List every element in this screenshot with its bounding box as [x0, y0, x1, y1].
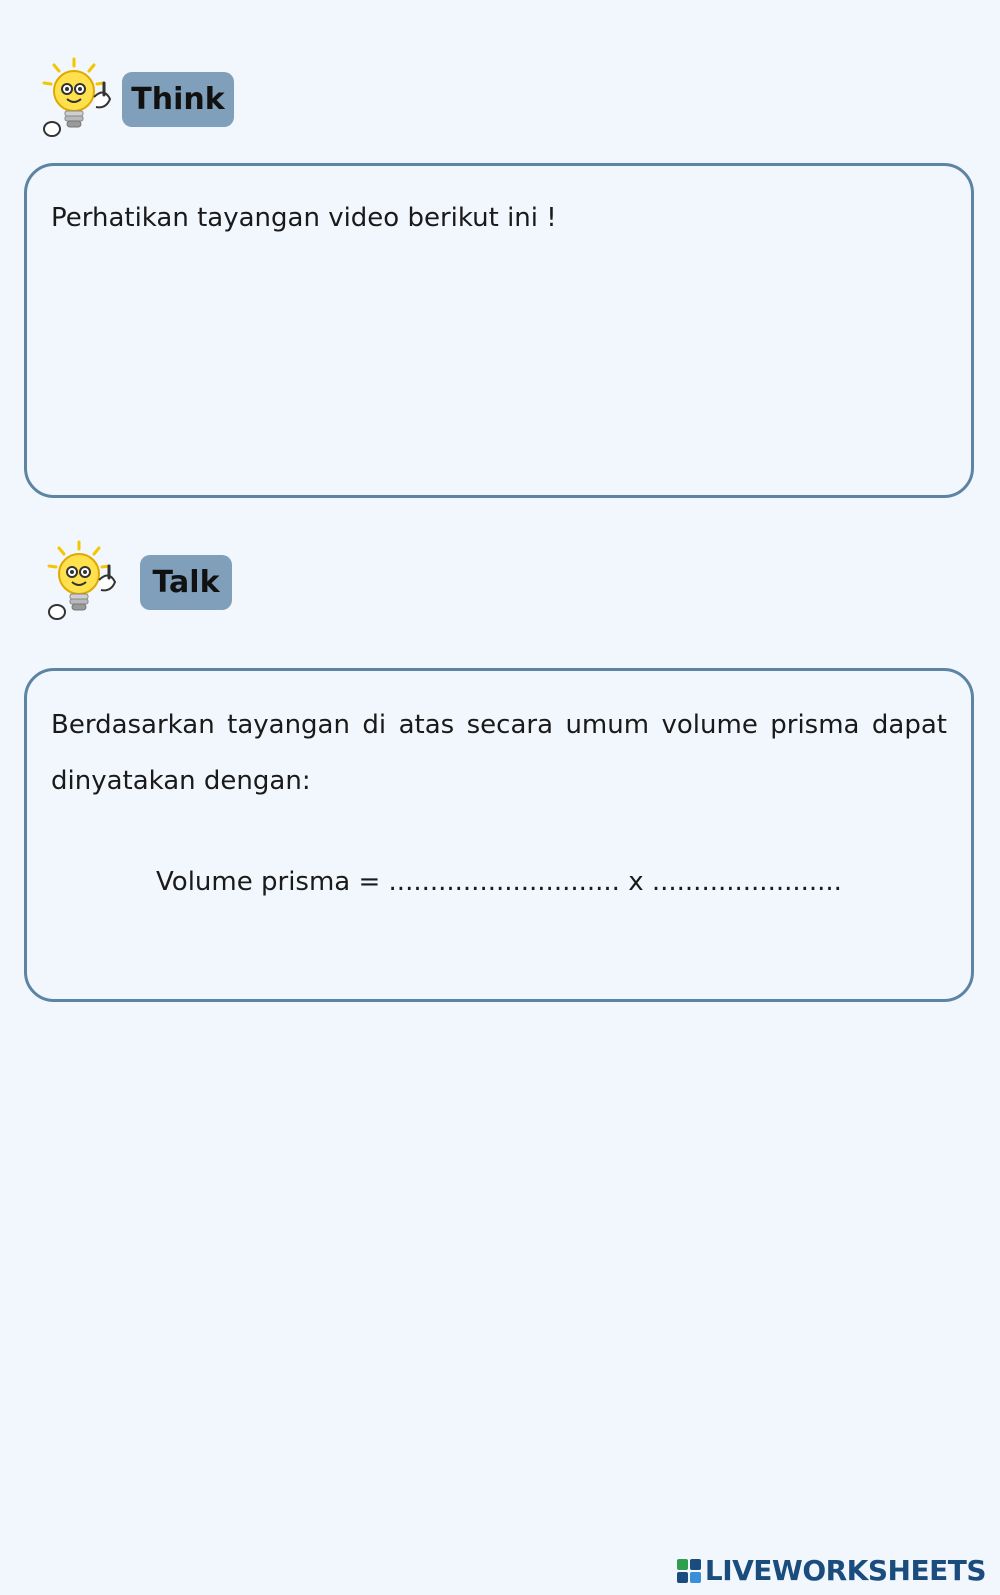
think-box: [24, 163, 974, 498]
lightbulb-mascot-icon: [40, 57, 120, 143]
lightbulb-mascot-icon: [45, 540, 125, 626]
talk-instruction: Berdasarkan tayangan di atas secara umum volume prisma dapat dinyatakan dengan:: [51, 710, 947, 796]
think-instruction: Perhatikan tayangan video berikut ini !: [51, 203, 557, 233]
brand-name: LIVEWORKSHEETS: [704, 1554, 986, 1587]
talk-box: [24, 668, 974, 1002]
volume-formula: Volume prisma = ............................ x .......................: [156, 867, 842, 897]
liveworksheets-brand: [677, 1554, 986, 1587]
liveworksheets-logo-icon: [677, 1559, 701, 1583]
talk-badge: Talk: [140, 555, 232, 610]
think-badge: Think: [122, 72, 234, 127]
